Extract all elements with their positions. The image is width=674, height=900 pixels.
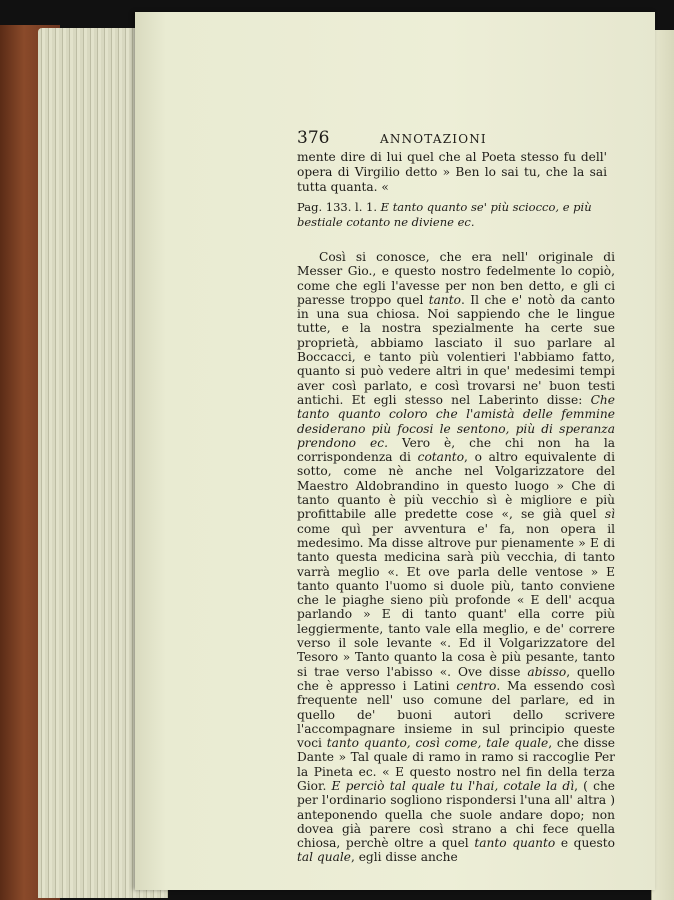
running-head: ANNOTAZIONI: [380, 132, 487, 146]
italic-phrase: tanto: [428, 292, 461, 307]
italic-phrase: E perciò tal quale tu l'hai, cotale la dì: [331, 778, 575, 793]
italic-phrase: sì: [604, 507, 615, 522]
body-text-run: Vero è, che chi non ha la corrispondenza di: [297, 435, 615, 465]
annotation-note: [297, 200, 612, 230]
italic-phrase: cotanto: [417, 450, 465, 465]
note-quote: E tanto quanto se' più sciocco, e più bestiale cotanto ne diviene ec.: [297, 200, 592, 229]
body-text-run: come quì per avventura e' fa, non opera il medesimo. Ma disse altrove pur pienamente » E di tanto questa medicina sarà più vecchia, di tanto varrà meglio «. Et ove parla delle ventose » E tanto quanto l'uomo si duole più, tanto conviene che le piaghe sieno più profonde « E dell' acqua parlando » E di tanto quant' ella corre più leggiermente, tanto vale ella meglio, e de' correre verso il sole levante «. Ed il Volgarizzatore del Tesoro » Tanto quanto la cosa è più pesante, tanto si trae verso l'abisso «. Ove disse: [297, 521, 615, 679]
page-header: [160, 128, 610, 150]
note-reference: Pag. 133. l. 1.: [297, 200, 377, 214]
italic-phrase: centro: [456, 678, 497, 693]
body-paragraph: [297, 250, 615, 865]
italic-phrase: Che tanto quanto coloro che l'amistà delle femmine desiderano più focosi le sentono, più di speranza prendono ec.: [297, 392, 615, 450]
body-text-run: , o altro equivalente di sotto, come nè anche nel Volgarizzatore del Maestro Aldobrandino in questo luogo » Che di tanto quanto è più vecchio sì è migliore e più profittabile alle predette cose «, se già quel: [297, 450, 615, 522]
body-text-run: , ( che per l'ordinario sogliono rispondersi l'una all' altra ) anteponendo quella che suole andare dopo; non dovea già parere così strano a chi fece quella chiosa, perchè oltre a quel: [297, 778, 616, 851]
body-text-run: . Il che e' notò da canto in una sua chiosa. Noi sappiendo che le lingue tutte, e la nostra spezialmente ha certe sue proprietà, abbiamo lasciato il suo parlare al Boccacci, e tanto più volentieri l'abbiamo fatto, quanto si può vedere altri in que' medesimi tempi aver così parlato, e così trovarsi ne' buon testi antichi. Et egli stesso nel Laberinto disse:: [297, 292, 615, 407]
italic-phrase: tanto quanto, così come, tale quale: [326, 736, 549, 751]
body-text-run: . Ma essendo così frequente nell' uso comune del parlare, ed in quello de' buoni autori dello scrivere l'accompagnare insieme in sul principio queste voci: [297, 678, 615, 751]
body-text-run: e questo: [555, 836, 616, 851]
body-text-run: Così si conosce, che era nell' originale di Messer Gio., e questo nostro fedelmente lo copiò, come che egli l'avesse per non ben detto, e gli ci paresse troppo quel: [297, 250, 615, 307]
page-number: 376: [297, 128, 330, 148]
body-text-run: , che disse Dante » Tal quale di ramo in ramo si raccoglie Per la Pineta ec. « E questo nostro nel fin della terza Gior.: [297, 736, 616, 793]
italic-phrase: abisso: [527, 664, 567, 679]
italic-phrase: tal quale: [297, 850, 351, 865]
body-text-run: , quello che è appresso i Latini: [297, 664, 616, 693]
body-text-run: , egli disse anche: [350, 850, 458, 865]
continuation-text: mente dire di lui quel che al Poeta stesso fu dell' opera di Virgilio detto » Ben lo sai tu, che la sai tutta quanta. «: [297, 150, 607, 194]
italic-phrase: tanto quanto: [474, 836, 556, 851]
